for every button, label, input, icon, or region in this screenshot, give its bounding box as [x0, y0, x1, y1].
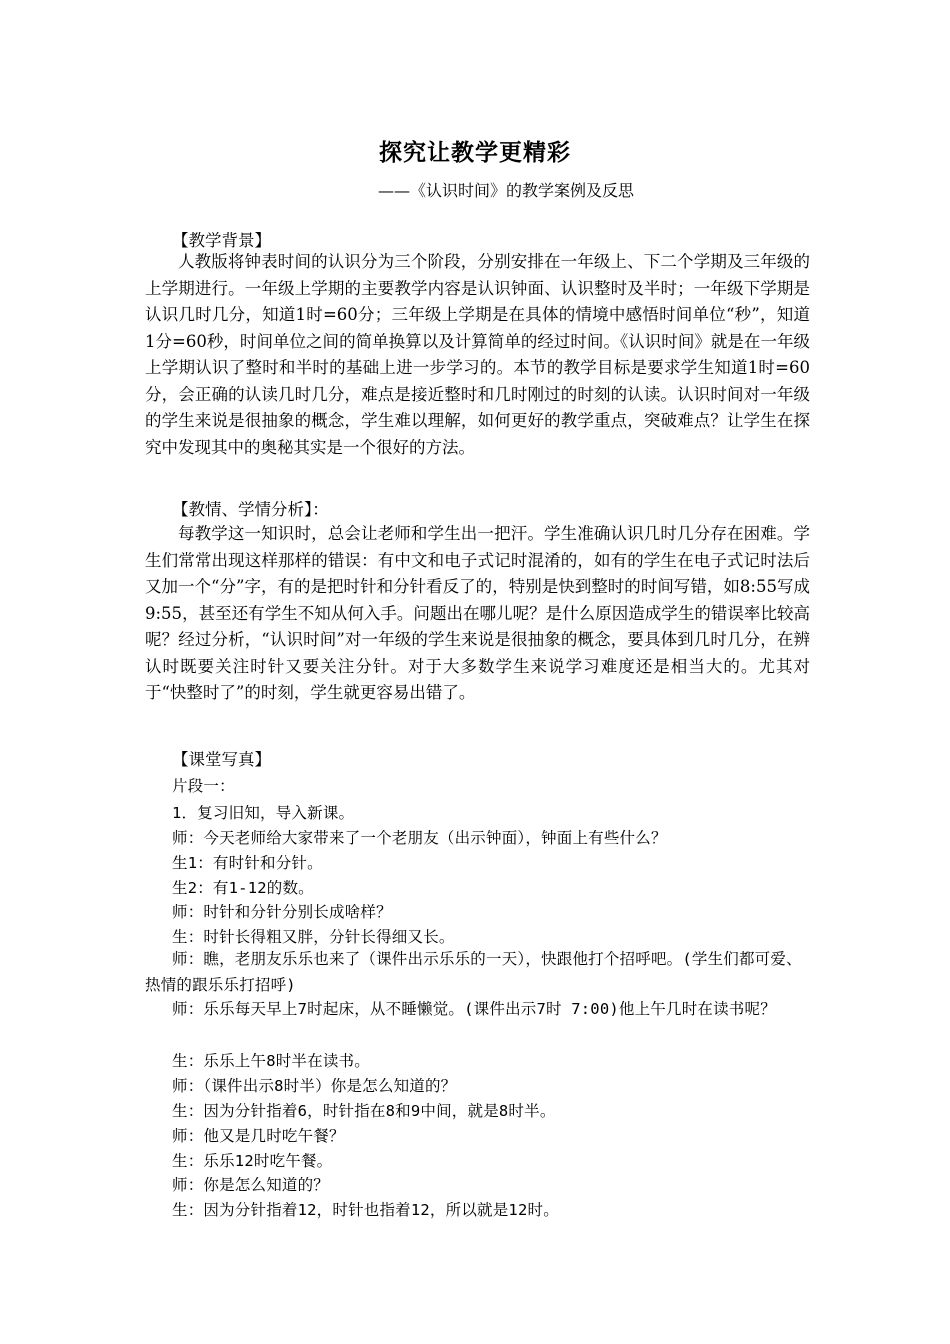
dialogue-line: 师：乐乐每天早上7时起床，从不睡懒觉。(课件出示7时 7:00)他上午几时在读书呢？ [172, 1000, 776, 1018]
dialogue-line: 师：你是怎么知道的？ [172, 1176, 330, 1194]
dialogue-line: 生：乐乐上午8时半在读书。 [172, 1052, 370, 1070]
dialogue-line: 生1：有时针和分针。 [172, 854, 323, 872]
paragraph-background: 人教版将钟表时间的认识分为三个阶段，分别安排在一年级上、下二个学期及三年级的上学期进行。一年级上学期的主要教学内容是认识钟面、认识整时及半时；一年级下学期是认识几时几分，知道1时=60分；三年级上学期是在具体的情境中感悟时间单位“秒”，知道1分=60秒，时间单位之间的简单换算以及计算简单的经过时间。《认识时间》就是在一年级上学期认识了整时和半时的基础上进一步学习的。本节的教学目标是要求学生知道1时=60分，会正确的认读几时几分，难点是接近整时和几时刚过的时刻的认读。认识时间对一年级的学生来说是很抽象的概念，学生难以理解，如何更好的教学重点，突破难点？让学生在探究中发现其中的奥秘其实是一个很好的方法。 [145, 252, 810, 457]
section-heading-analysis: 【教情、学情分析】： [172, 500, 329, 519]
dialogue-line: 生：因为分针指着12，时针也指着12，所以就是12时。 [172, 1201, 559, 1219]
section-heading-classroom: 【课堂写真】 [172, 750, 271, 769]
section-background-body [145, 249, 810, 461]
section-heading-background: 【教学背景】 [172, 231, 271, 250]
dialogue-line: 1．复习旧知，导入新课。 [172, 804, 355, 822]
dialogue-line: 生：乐乐12时吃午餐。 [172, 1152, 333, 1170]
dialogue-line: 师：瞧，老朋友乐乐也来了（课件出示乐乐的一天），快跟他打个招呼吧。(学生们都可爱、热情的跟乐乐打招呼) [145, 950, 802, 994]
dialogue-line: 师：他又是几时吃午餐？ [172, 1127, 345, 1145]
document-subtitle: ——《认识时间》的教学案例及反思 [377, 181, 634, 200]
section-analysis-body [145, 521, 810, 707]
document-title: 探究让教学更精彩 [379, 140, 571, 166]
dialogue-line: 生：因为分针指着6，时针指在8和9中间，就是8时半。 [172, 1102, 556, 1120]
dialogue-line: 师：时针和分针分别长成啥样？ [172, 903, 392, 921]
paragraph-analysis: 每教学这一知识时，总会让老师和学生出一把汗。学生准确认识几时几分存在困难。学生们常常出现这样那样的错误：有中文和电子式记时混淆的，如有的学生在电子式记时法后又加一个“分”字，有的是把时针和分针看反了的，特别是快到整时的时间写错，如8:55写成9:55，甚至还有学生不知从何入手。问题出在哪儿呢？是什么原因造成学生的错误率比较高呢？经过分析，“认识时间”对一年级的学生来说是很抽象的概念，要具体到几时几分，在辨认时既要关注时针又要关注分针。对于大多数学生来说学习难度还是相当大的。尤其对于“快整时了”的时刻，学生就更容易出错了。 [145, 524, 810, 702]
dialogue-line: 生2：有1-12的数。 [172, 879, 314, 897]
dialogue-line: 生：时针长得粗又胖，分针长得细又长。 [172, 928, 455, 946]
dialogue-line: 片段一： [172, 777, 235, 795]
dialogue-line: 师：（课件出示8时半）你是怎么知道的？ [172, 1077, 457, 1095]
dialogue-line: 师：今天老师给大家带来了一个老朋友（出示钟面），钟面上有些什么？ [172, 829, 667, 847]
